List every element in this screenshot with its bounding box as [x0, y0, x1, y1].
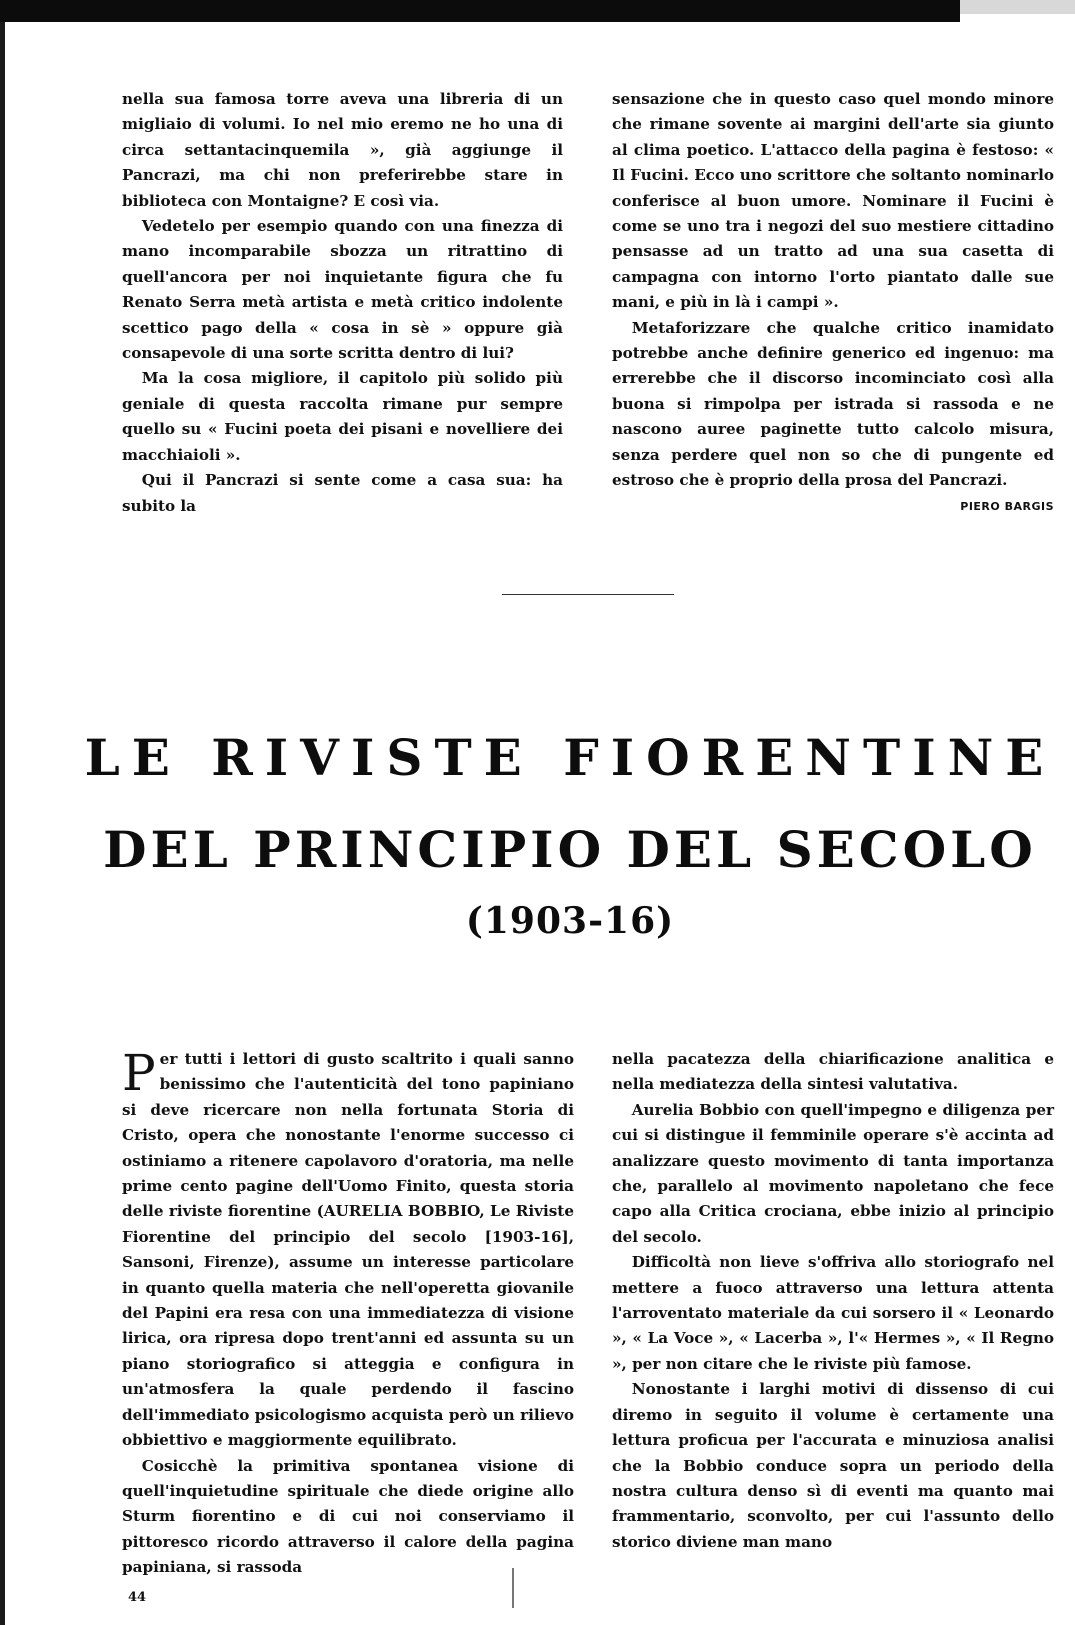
paragraph: Vedetelo per esempio quando con una finezza di mano incomparabile sbozza un ritrattino di quell'ancora per noi inquietante figura che fu Renato Serra metà artista e metà critico indolente scettico pago della « cosa in sè » oppure già consapevole di una sorte scritta dentro di lui?: [122, 217, 563, 363]
paragraph: Cosicchè la primitiva spontanea visione di quell'inquietudine spirituale che diede origine allo Sturm fiorentino e di cui noi conserviamo il pittoresco ricordo attraverso il calore della pagina papiniana, si rassoda: [122, 1456, 574, 1577]
page-number: 44: [128, 1590, 147, 1605]
paragraph: [122, 1044, 574, 1454]
drop-cap: P: [122, 1044, 156, 1102]
article-title-line-1: LE RIVISTE FIORENTINE: [84, 728, 1056, 787]
paragraph: sensazione che in questo caso quel mondo minore che rimane sovente ai margini dell'arte sia giunto al clima poetico. L'attacco della pagina è festoso: « Il Fucini. Ecco uno scrittore che soltanto nominarlo conferisce al buon umore. Nominare il Fucini è come se uno tra i negozi del suo mestiere cittadino pensasse ad un tratto ad una sua casetta di campagna con intorno l'orto piantato dalle sue mani, e più in là i campi ».: [612, 90, 1054, 312]
scan-top-border-right: [960, 0, 1075, 14]
article-years: (1903-16): [465, 900, 675, 942]
paragraph: nella pacatezza della chiarificazione analitica e nella mediatezza della sintesi valutativa.: [612, 1050, 1054, 1094]
section-divider: [502, 594, 674, 595]
article-left-column: [122, 1044, 574, 1581]
paragraph: Qui il Pancrazi si sente come a casa sua: ha subito la: [122, 471, 563, 515]
scan-left-edge: [0, 22, 5, 1625]
scan-top-border: [0, 0, 960, 22]
scan-scuff-mark: [512, 1568, 514, 1608]
paragraph: Aurelia Bobbio con quell'impegno e diligenza per cui si distingue il femminile operare s'è accinta ad analizzare questo movimento di tanta importanza che, parallelo al movimento napoletano che fece capo alla Critica crociana, ebbe inizio al principio del secolo.: [612, 1100, 1054, 1246]
article-title-line-2: DEL PRINCIPIO DEL SECOLO: [103, 820, 1037, 879]
top-right-column: [612, 87, 1054, 519]
paragraph: Nonostante i larghi motivi di dissenso di cui diremo in seguito il volume è certamente una lettura proficua per l'accurata e minuziosa analisi che la Bobbio conduce sopra un periodo della nostra cultura denso sì di eventi ma quanto mai frammentario, sconvolto, per cui l'assunto dello storico diviene man mano: [612, 1380, 1054, 1551]
paragraph: nella sua famosa torre aveva una libreria di un migliaio di volumi. Io nel mio eremo ne ho una di circa settantacinquemila », già aggiunge il Pancrazi, ma chi non preferirebbe stare in biblioteca con Montaigne? E così via.: [122, 90, 563, 210]
top-left-column: [122, 87, 563, 519]
paragraph-text: er tutti i lettori di gusto scaltrito i quali sanno benissimo che l'autenticità del tono papiniano si deve ricercare non nella fortunata Storia di Cristo, opera che nonostante l'enorme successo ci ostiniamo a ritenere capolavoro d'oratoria, ma nelle prime cento pagine dell'Uomo Finito, questa storia delle riviste fiorentine (AURELIA BOBBIO, Le Riviste Fiorentine del principio del secolo [1903-16], Sansoni, Firenze), assume un interesse particolare in quanto quella materia che nell'operetta giovanile del Papini era resa con una immediatezza di visione lirica, ora ripresa dopo trent'anni ed assunta su un piano storiografico si atteggia e configura in un'atmosfera la quale perdendo il fascino dell'immediato psicologismo acquista però un rilievo obbiettivo e maggiormente equilibrato.: [122, 1050, 574, 1450]
paragraph: Metaforizzare che qualche critico inamidato potrebbe anche definire generico ed ingenuo: ma errerebbe che il discorso incominciato così alla buona si rimpolpa per istrada si rassoda e ne nascono auree paginette tutto calcolo misura, senza perdere quel non so che di pungente ed estroso che è proprio della prosa del Pancrazi.: [612, 318, 1054, 490]
article-right-column: [612, 1047, 1054, 1555]
paragraph: Difficoltà non lieve s'offriva allo storiografo nel mettere a fuoco attraverso una lettura attenta l'arroventato materiale da cui sorsero il « Leonardo », « La Voce », « Lacerba », l'« Hermes », « Il Regno », per non citare che le riviste più famose.: [612, 1253, 1054, 1373]
paragraph: Ma la cosa migliore, il capitolo più solido più geniale di questa raccolta rimane pur sempre quello su « Fucini poeta dei pisani e novelliere dei macchiaioli ».: [122, 369, 563, 464]
author-signature: PIERO BARGIS: [960, 499, 1054, 513]
